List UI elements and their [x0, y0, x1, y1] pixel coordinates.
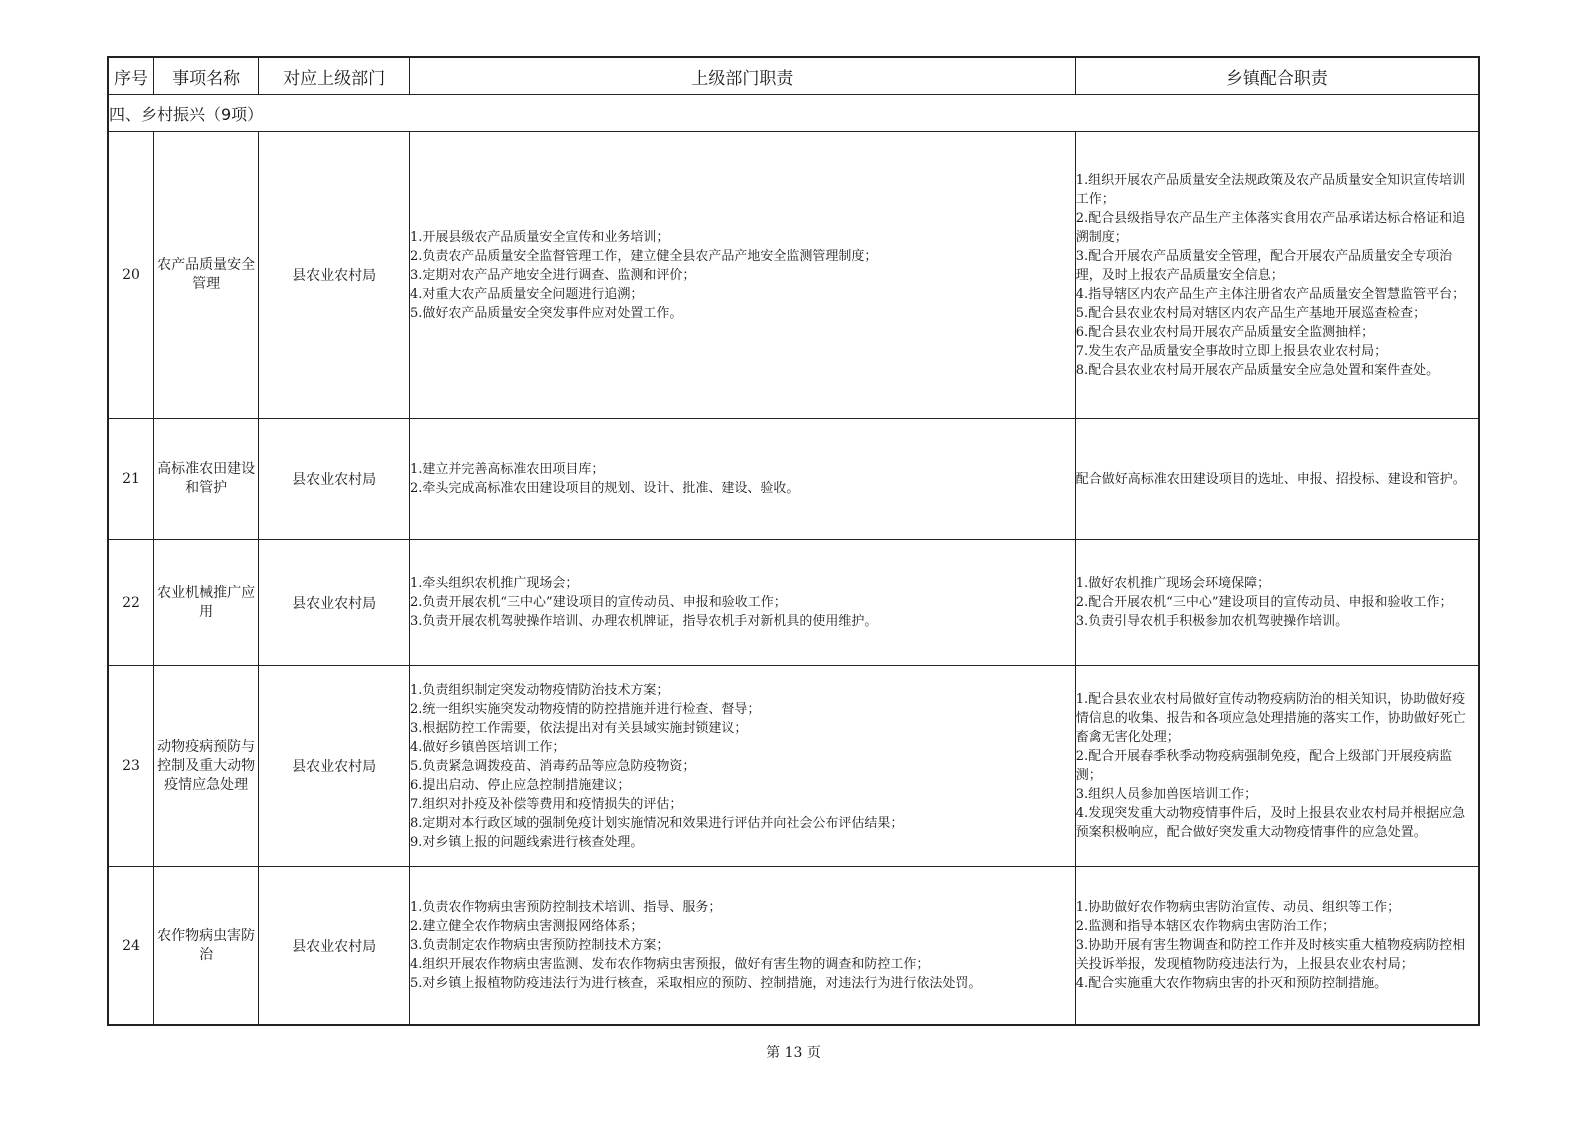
header-no: 序号 — [108, 57, 154, 95]
table-row — [108, 666, 1479, 867]
item-name: 高标准农田建设和管护 — [154, 419, 259, 540]
page-number: 第 13 页 — [766, 1045, 821, 1061]
duty-line: 2.配合开展农机“三中心”建设项目的宣传动员、申报和验收工作； — [1075, 595, 1453, 610]
duty-line: 4.配合实施重大农作物病虫害的扑灭和预防控制措施。 — [1075, 976, 1388, 991]
duty-line: 1.负责农作物病虫害预防控制技术培训、指导、服务； — [410, 900, 722, 915]
superior-dept: 县农业农村局 — [259, 867, 410, 1026]
duty-line: 5.做好农产品质量安全突发事件应对处置工作。 — [410, 305, 683, 321]
table-row — [108, 419, 1479, 540]
duty-line: 配合做好高标准农田建设项目的选址、申报、招投标、建设和管护。 — [1075, 471, 1466, 487]
township-duty-cell — [1075, 132, 1479, 419]
township-duty-cell — [1075, 419, 1479, 540]
duty-line: 6.提出启动、停止应急控制措施建议； — [410, 777, 631, 793]
superior-duty-cell — [410, 666, 1076, 867]
duty-line: 9.对乡镇上报的问题线索进行核查处理。 — [410, 834, 644, 850]
duty-line: 3.协助开展有害生物调查和防控工作并及时核实重大植物疫病防控相关投诉举报，发现植物防疫违法行为，上报县农业农村局； — [1075, 938, 1466, 972]
header-township-duty: 乡镇配合职责 — [1075, 57, 1479, 95]
section-row — [108, 95, 1479, 132]
duty-line: 5.配合县农业农村局对辖区内农产品生产基地开展巡查检查； — [1075, 305, 1427, 321]
table-row — [108, 132, 1479, 419]
duty-line: 4.发现突发重大动物疫情事件后，及时上报县农业农村局并根据应急预案积极响应，配合做好突发重大动物疫情事件的应急处置。 — [1075, 806, 1466, 840]
header-name: 事项名称 — [154, 57, 259, 95]
duty-line: 1.开展县级农产品质量安全宣传和业务培训； — [410, 229, 670, 245]
superior-duty-cell — [410, 132, 1076, 419]
header-row — [108, 57, 1479, 95]
duty-line: 7.组织对扑疫及补偿等费用和疫情损失的评估； — [410, 796, 683, 812]
header-superior-duty: 上级部门职责 — [410, 57, 1076, 95]
duty-line: 2.负责农产品质量安全监督管理工作，建立健全县农产品产地安全监测管理制度； — [410, 248, 878, 264]
duty-line: 3.负责引导农机手积极参加农机驾驶操作培训。 — [1075, 614, 1349, 629]
row-number: 23 — [108, 666, 154, 867]
duty-line: 7.发生农产品质量安全事故时立即上报县农业农村局； — [1075, 343, 1388, 359]
duty-line: 1.配合县农业农村局做好宣传动物疫病防治的相关知识，协助做好疫情信息的收集、报告和各项应急处理措施的落实工作，协助做好死亡畜禽无害化处理； — [1075, 692, 1466, 745]
duty-line: 4.组织开展农作物病虫害监测、发布农作物病虫害预报，做好有害生物的调查和防控工作； — [410, 957, 930, 972]
superior-dept: 县农业农村局 — [259, 132, 410, 419]
township-duty-cell — [1075, 867, 1479, 1026]
row-number: 22 — [108, 540, 154, 666]
row-number: 21 — [108, 419, 154, 540]
duty-line: 2.配合县级指导农产品生产主体落实食用农产品承诺达标合格证和追溯制度； — [1075, 210, 1466, 245]
superior-duty-cell — [410, 419, 1076, 540]
superior-dept: 县农业农村局 — [259, 419, 410, 540]
duty-line: 2.监测和指导本辖区农作物病虫害防治工作； — [1075, 919, 1336, 934]
duty-table — [107, 56, 1480, 1026]
duty-line: 8.定期对本行政区域的强制免疫计划实施情况和效果进行评估并向社会公布评估结果； — [410, 815, 904, 831]
duty-line: 1.牵头组织农机推广现场会； — [410, 576, 579, 591]
duty-line: 4.做好乡镇兽医培训工作； — [410, 739, 566, 755]
duty-line: 3.根据防控工作需要，依法提出对有关县域实施封锁建议； — [410, 720, 748, 736]
duty-line: 3.定期对农产品产地安全进行调查、监测和评价； — [410, 267, 696, 283]
row-number: 24 — [108, 867, 154, 1026]
duty-line: 1.负责组织制定突发动物疫情防治技术方案； — [410, 682, 670, 698]
duty-line: 2.统一组织实施突发动物疫情的防控措施并进行检查、督导； — [410, 701, 761, 717]
duty-line: 1.组织开展农产品质量安全法规政策及农产品质量安全知识宣传培训工作； — [1075, 172, 1466, 207]
duty-line: 4.指导辖区内农产品生产主体注册省农产品质量安全智慧监管平台； — [1075, 286, 1466, 302]
duty-line: 1.建立并完善高标准农田项目库； — [410, 462, 605, 477]
duty-line: 6.配合县农业农村局开展农产品质量安全监测抽样； — [1075, 324, 1375, 340]
duty-line: 3.负责开展农机驾驶操作培训、办理农机牌证，指导农机手对新机具的使用维护。 — [410, 614, 878, 629]
item-name: 农作物病虫害防治 — [154, 867, 259, 1026]
superior-duty-cell — [410, 867, 1076, 1026]
header-dept: 对应上级部门 — [259, 57, 410, 95]
duty-line: 3.负责制定农作物病虫害预防控制技术方案； — [410, 938, 670, 953]
duty-line: 2.建立健全农作物病虫害测报网络体系； — [410, 919, 644, 934]
duty-line: 4.对重大农产品质量安全问题进行追溯； — [410, 286, 644, 302]
duty-line: 2.配合开展春季秋季动物疫病强制免疫，配合上级部门开展疫病监测； — [1075, 749, 1453, 783]
duty-line: 1.做好农机推广现场会环境保障； — [1075, 576, 1271, 591]
duty-line: 8.配合县农业农村局开展农产品质量安全应急处置和案件查处。 — [1075, 362, 1440, 378]
duty-line: 5.对乡镇上报植物防疫违法行为进行核查，采取相应的预防、控制措施，对违法行为进行依法处罚。 — [410, 976, 982, 991]
superior-duty-cell — [410, 540, 1076, 666]
item-name: 农产品质量安全管理 — [154, 132, 259, 419]
duty-line: 2.牵头完成高标准农田建设项目的规划、设计、批准、建设、验收。 — [410, 481, 800, 496]
township-duty-cell — [1075, 540, 1479, 666]
row-number: 20 — [108, 132, 154, 419]
table-row — [108, 867, 1479, 1026]
duty-line: 5.负责紧急调拨疫苗、消毒药品等应急防疫物资； — [410, 758, 696, 774]
superior-dept: 县农业农村局 — [259, 540, 410, 666]
item-name: 农业机械推广应用 — [154, 540, 259, 666]
duty-line: 3.组织人员参加兽医培训工作； — [1075, 787, 1258, 802]
superior-dept: 县农业农村局 — [259, 666, 410, 867]
item-name: 动物疫病预防与控制及重大动物疫情应急处理 — [154, 666, 259, 867]
duty-line: 3.配合开展农产品质量安全管理，配合开展农产品质量安全专项治理，及时上报农产品质量安全信息； — [1075, 248, 1453, 283]
table-row — [108, 540, 1479, 666]
township-duty-cell — [1075, 666, 1479, 867]
duty-line: 2.负责开展农机“三中心”建设项目的宣传动员、申报和验收工作； — [410, 595, 787, 610]
duty-line: 1.协助做好农作物病虫害防治宣传、动员、组织等工作； — [1075, 900, 1401, 915]
section-title: 四、乡村振兴（9项） — [108, 95, 1479, 132]
